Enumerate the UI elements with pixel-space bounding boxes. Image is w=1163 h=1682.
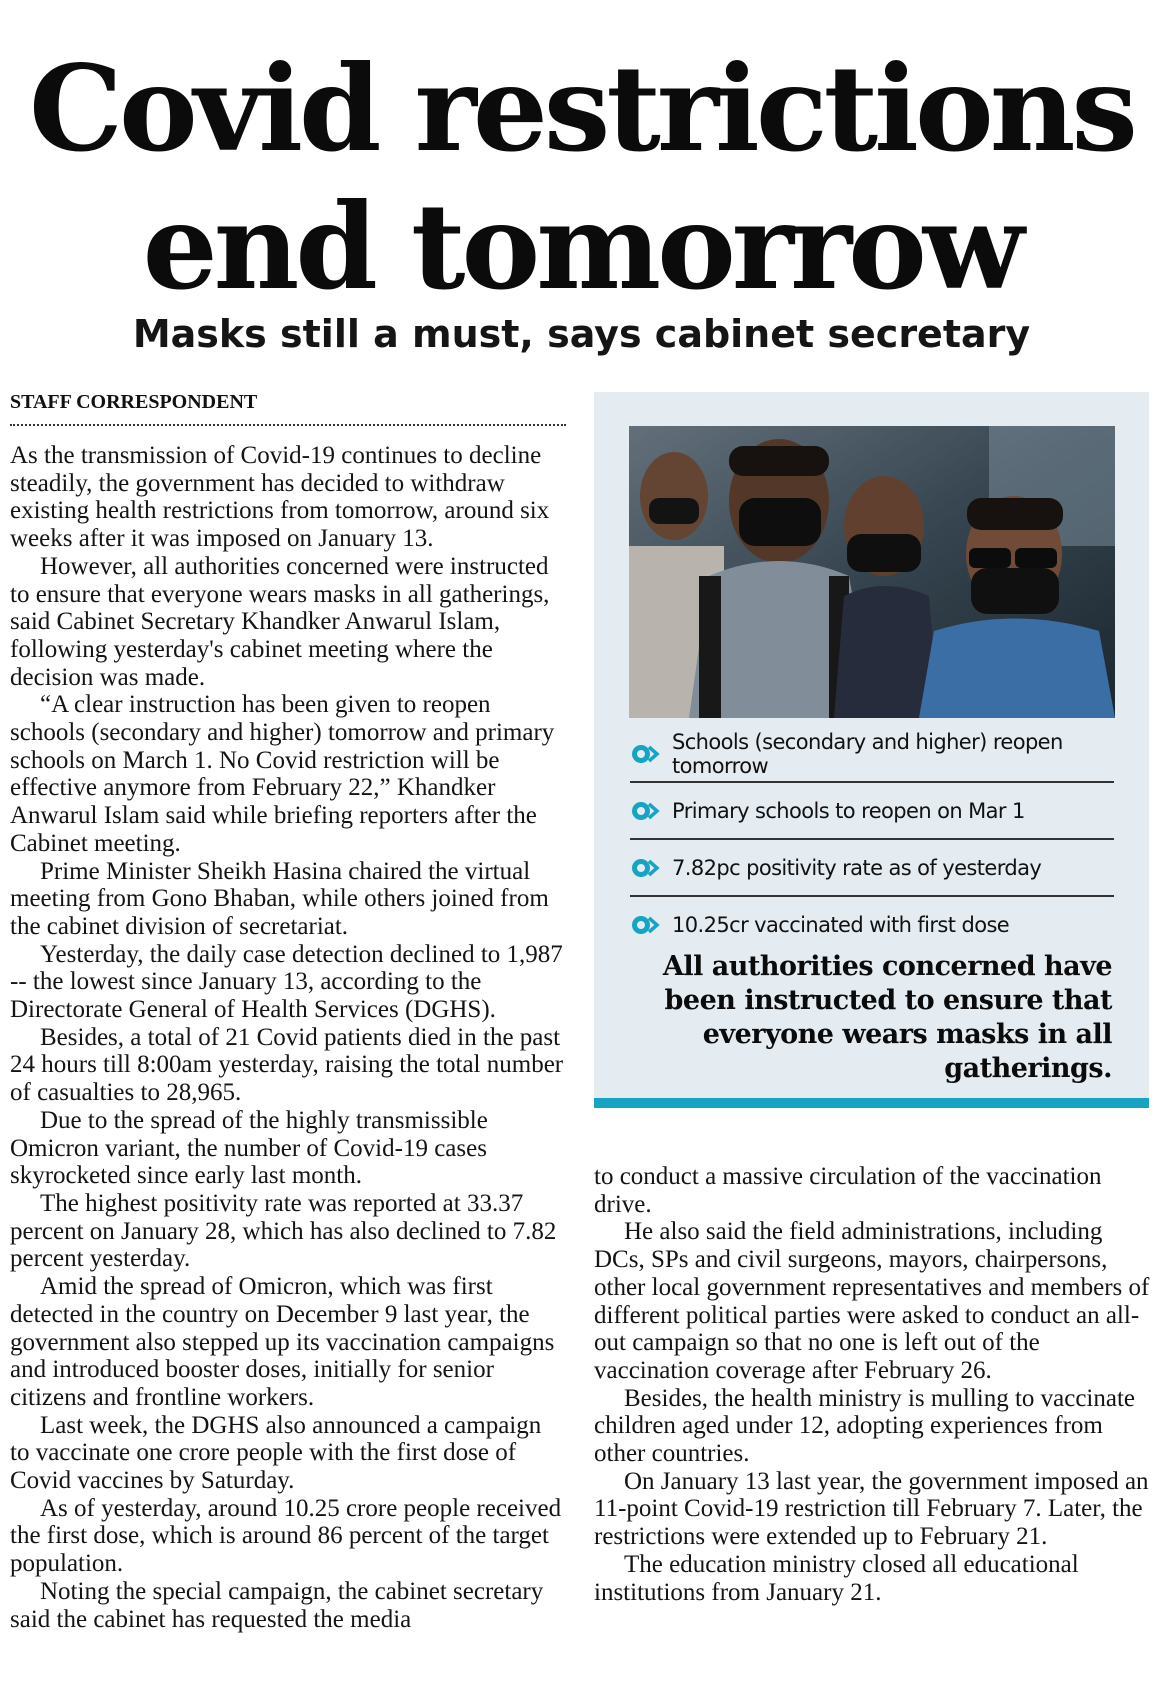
article-paragraph: Yesterday, the daily case detection declined to 1,987 -- the lowest since January 13, according to the Directorate General of Health Services (DGHS). xyxy=(10,940,563,1024)
article-paragraph: “A clear instruction has been given to reopen schools (secondary and higher) tomorrow and primary schools on March 1. No Covid restriction will be effective anymore from February 22,” Khandker Anwarul Islam said while briefing reporters after the Cabinet meeting. xyxy=(10,691,555,857)
list-item xyxy=(630,783,1114,840)
list-item xyxy=(630,897,1114,952)
article-paragraph: to conduct a massive circulation of the vaccination drive. xyxy=(594,1163,1102,1218)
article-paragraph: As of yesterday, around 10.25 crore people received the first dose, which is around 86 percent of the target population. xyxy=(10,1494,562,1578)
pull-quote: All authorities concerned have been instructed to ensure that everyone wears masks in all gatherings. xyxy=(662,951,1112,1084)
double-chevron-right-icon xyxy=(630,800,660,822)
subheadline: Masks still a must, says cabinet secretary xyxy=(132,312,1031,356)
article-paragraph: He also said the field administrations, including DCs, SPs and civil surgeons, mayors, chairpersons, other local government representatives and members of different political parties were asked to conduct an all-out campaign so that no one is left out of the vaccination coverage after February 26. xyxy=(594,1218,1150,1384)
article-paragraph: Besides, a total of 21 Covid patients died in the past 24 hours till 8:00am yesterday, raising the total number of casualties to 28,965. xyxy=(10,1023,564,1107)
double-chevron-right-icon xyxy=(630,857,660,879)
article-paragraph: Prime Minister Sheikh Hasina chaired the virtual meeting from Gono Bhaban, while others joined from the cabinet division of secretariat. xyxy=(10,857,549,940)
list-item xyxy=(630,726,1114,783)
double-chevron-right-icon xyxy=(630,914,660,936)
highlights-sidebar xyxy=(594,392,1149,1108)
headline-line-1: Covid restrictions xyxy=(29,39,1134,178)
news-photo xyxy=(629,426,1115,718)
article-paragraph: Amid the spread of Omicron, which was first detected in the country on December 9 last year, the government also stepped up its vaccination campaigns and introduced booster doses, initially for senior citizens and frontline workers. xyxy=(10,1273,555,1411)
article-paragraph: Besides, the health ministry is mulling to vaccinate children aged under 12, adopting experiences from other countries. xyxy=(594,1384,1136,1468)
article-paragraph: Last week, the DGHS also announced a campaign to vaccinate one crore people with the first dose of Covid vaccines by Saturday. xyxy=(10,1411,542,1495)
article-paragraph: Due to the spread of the highly transmissible Omicron variant, the number of Covid-19 cases skyrocketed since early last month. xyxy=(10,1106,488,1190)
list-item-text: Schools (secondary and higher) reopen tomorrow xyxy=(672,729,1063,778)
byline: STAFF CORRESPONDENT xyxy=(10,390,566,426)
article-paragraph: The highest positivity rate was reported at 33.37 percent on January 28, which has also declined to 7.82 percent yesterday. xyxy=(10,1189,557,1273)
article-column-left xyxy=(10,442,566,1633)
headline xyxy=(0,40,1163,316)
article-paragraph: The education ministry closed all educational institutions from January 21. xyxy=(594,1550,1079,1606)
list-item-text: 7.82pc positivity rate as of yesterday xyxy=(672,855,1042,880)
article-paragraph: Noting the special campaign, the cabinet secretary said the cabinet has requested the media xyxy=(10,1577,544,1633)
article-column-right xyxy=(594,1163,1154,1606)
headline-line-2: end tomorrow xyxy=(142,177,1021,316)
highlights-list xyxy=(630,726,1114,952)
article-paragraph: However, all authorities concerned were instructed to ensure that everyone wears masks in all gatherings, said Cabinet Secretary Khandker Anwarul Islam, following yesterday's cabinet meeting where the decision was made. xyxy=(10,552,550,691)
double-chevron-right-icon xyxy=(630,743,660,765)
list-item-text: Primary schools to reopen on Mar 1 xyxy=(672,798,1025,823)
article-paragraph: On January 13 last year, the government imposed an 11-point Covid-19 restriction till February 7. Later, the restrictions were extended up to February 21. xyxy=(594,1467,1149,1551)
list-item-text: 10.25cr vaccinated with first dose xyxy=(672,912,1010,937)
article-paragraph: As the transmission of Covid-19 continues to decline steadily, the government has decided to withdraw existing health restrictions from tomorrow, around six weeks after it was imposed on January 13. xyxy=(10,442,550,553)
photo-people-in-masks xyxy=(629,426,1115,718)
list-item xyxy=(630,840,1114,897)
